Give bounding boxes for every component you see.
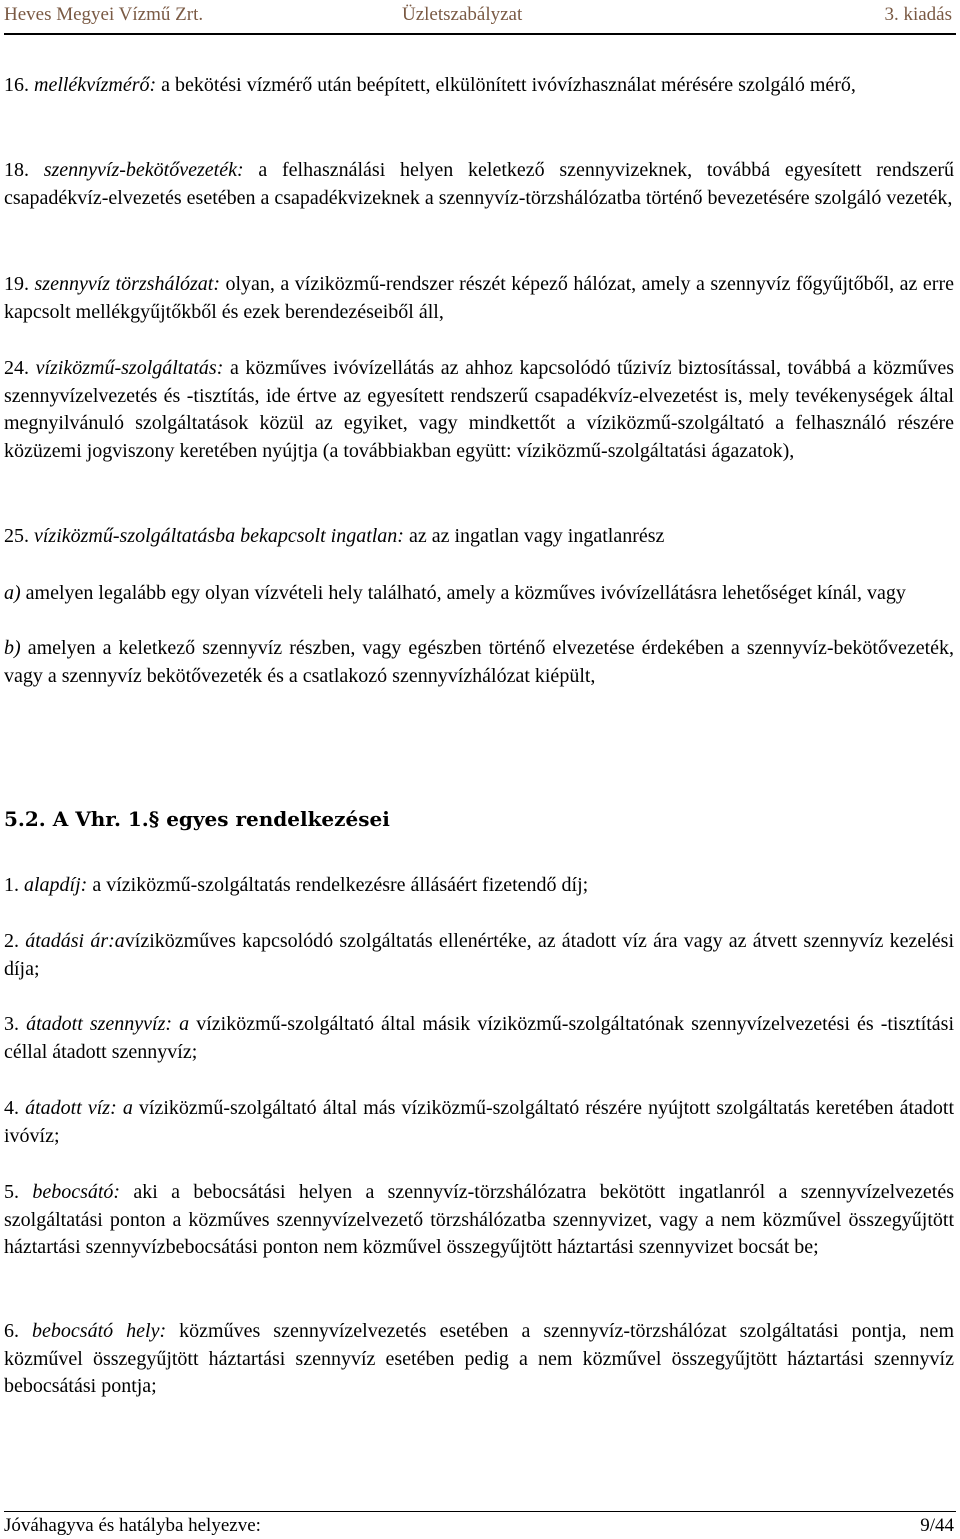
sub-item-text: amelyen legalább egy olyan vízvételi hely található, amely a közműves ivóvízellátásra lehetőséget kínál, vagy bbox=[25, 582, 906, 604]
item-text: víziközműves kapcsolódó szolgáltatás ellenértéke, az átadott víz ára vagy az átvett szennyvíz kezelési díja; bbox=[4, 930, 955, 980]
definition-item-24 bbox=[4, 355, 954, 465]
item-text: a víziközmű-szolgáltatás rendelkezésre állásáért fizetendő díj; bbox=[92, 874, 589, 896]
item-text: a bekötési vízmérő után beépített, elkülönített ivóvízhasználat mérésére szolgáló mérő, bbox=[161, 74, 856, 96]
item-term: bebocsátó hely: bbox=[32, 1320, 167, 1342]
item-text: olyan, a víziközmű-rendszer részét képező hálózat, amely a szennyvíz főgyűjtőből, az erre kapcsolt mellékgyűjtőkből és ezek berendezéseiből áll, bbox=[4, 273, 954, 323]
item-text: víziközmű-szolgáltató által más víziközmű-szolgáltató részére nyújtott szolgáltatás keretében átadott ivóvíz; bbox=[4, 1097, 955, 1147]
item-term: szennyvíz törzshálózat: bbox=[34, 273, 220, 295]
header-doc-title: Üzletszabályzat bbox=[402, 4, 523, 25]
header-edition: 3. kiadás bbox=[884, 4, 952, 25]
item-text: víziközmű-szolgáltató által másik víziközmű-szolgáltatónak szennyvízelvezetési és -tisztítási céllal átadott szennyvíz; bbox=[4, 1013, 955, 1063]
sub-item-a bbox=[4, 580, 954, 608]
definition-3 bbox=[4, 1011, 954, 1066]
item-term: alapdíj: bbox=[24, 874, 88, 896]
sub-item-mark: b) bbox=[4, 637, 21, 659]
section-title: 5.2. A Vhr. 1.§ egyes rendelkezései bbox=[4, 807, 390, 831]
item-number: 19. bbox=[4, 273, 29, 295]
sub-item-mark: a) bbox=[4, 582, 21, 604]
definition-2 bbox=[4, 928, 954, 983]
item-term: átadott víz: a bbox=[25, 1097, 133, 1119]
page-header bbox=[4, 0, 956, 30]
definition-item-16 bbox=[4, 72, 954, 100]
definition-6 bbox=[4, 1318, 954, 1401]
header-divider bbox=[4, 33, 956, 35]
header-company: Heves Megyei Vízmű Zrt. bbox=[4, 4, 204, 25]
sub-item-b bbox=[4, 635, 954, 690]
footer-approval-label: Jóváhagyva és hatályba helyezve: bbox=[4, 1515, 261, 1536]
item-number: 5. bbox=[4, 1181, 19, 1203]
item-text: az az ingatlan vagy ingatlanrész bbox=[408, 525, 665, 547]
definition-1 bbox=[4, 872, 954, 900]
item-term: átadási ár:a bbox=[25, 930, 125, 952]
item-term: mellékvízmérő: bbox=[34, 74, 157, 96]
item-number: 25. bbox=[4, 525, 29, 547]
item-term: bebocsátó: bbox=[32, 1181, 121, 1203]
item-text: a felhasználási helyen keletkező szennyvizeknek, továbbá egyesített rendszerű csapadékvíz-elvezetés esetében a csapadékvizeknek a szennyvíz-törzshálózatba történő bevezetésére szolgáló vezeték, bbox=[4, 159, 955, 209]
definition-item-25 bbox=[4, 523, 954, 551]
item-text: a közműves ivóvízellátás az ahhoz kapcsolódó tűzivíz biztosítással, továbbá a közműves szennyvízelvezetés és -tisztítás, ide értve az egyesített rendszerű csapadékvíz-elvezetést is, mely tevékenységek által megnyilvánuló szolgáltatások közül az egyiket, vagy mindkettőt a víziközmű-szolgáltató a felhasználó részére közüzemi jogviszony keretében nyújtja (a továbbiakban együtt: víziközmű-szolgáltatási ágazatok), bbox=[4, 357, 954, 462]
item-text: aki a bebocsátási helyen a szennyvíz-törzshálózatra bekötött ingatlanról a szennyvízelvezetés szolgáltatási ponton a közműves szennyvízelvezető törzshálózatba szennyvizet, vagy a nem közművel összegyűjtött háztartási szennyvízbebocsátási ponton nem közművel összegyűjtött háztartási szennyvizet bocsát be; bbox=[4, 1181, 954, 1258]
item-term: szennyvíz-bekötővezeték: bbox=[43, 159, 244, 181]
sub-item-text: amelyen a keletkező szennyvíz részben, vagy egészben történő elvezetése érdekében a szennyvíz-bekötővezeték, vagy a szennyvíz bekötővezeték és a csatlakozó szennyvízhálózat kiépült, bbox=[4, 637, 955, 687]
item-number: 4. bbox=[4, 1097, 19, 1119]
item-number: 6. bbox=[4, 1320, 19, 1342]
definition-item-19 bbox=[4, 271, 954, 326]
definition-4 bbox=[4, 1095, 954, 1150]
definition-item-18 bbox=[4, 157, 954, 212]
item-number: 3. bbox=[4, 1013, 19, 1035]
item-term: víziközmű-szolgáltatás: bbox=[35, 357, 224, 379]
page-number: 9/44 bbox=[920, 1515, 954, 1536]
item-number: 18. bbox=[4, 159, 29, 181]
footer-divider bbox=[4, 1511, 956, 1512]
item-term: átadott szennyvíz: a bbox=[26, 1013, 190, 1035]
item-term: víziközmű-szolgáltatásba bekapcsolt ingatlan: bbox=[34, 525, 404, 547]
item-number: 24. bbox=[4, 357, 29, 379]
item-number: 1. bbox=[4, 874, 19, 896]
item-text: közműves szennyvízelvezetés esetében a szennyvíz-törzshálózat szolgáltatási pontja, nem közművel összegyűjtött háztartási szennyvíz esetében pedig a nem közművel összegyűjtött háztartási szennyvíz bebocsátási pontja; bbox=[4, 1320, 954, 1397]
item-number: 16. bbox=[4, 74, 29, 96]
definition-5 bbox=[4, 1179, 954, 1262]
item-number: 2. bbox=[4, 930, 19, 952]
